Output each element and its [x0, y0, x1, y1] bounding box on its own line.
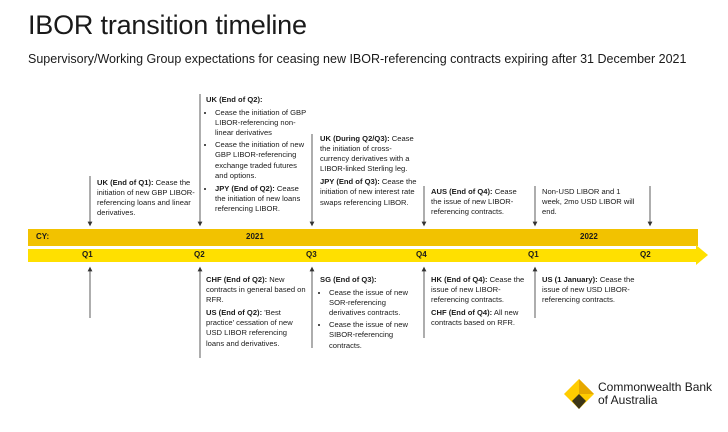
- note-heading: US (End of Q2):: [206, 308, 263, 318]
- note-bullet: • Cease the issue of new SIBOR-referencing contracts.: [329, 320, 420, 350]
- note-heading: CHF (End of Q2):: [206, 275, 268, 284]
- note-text: Cease the issue of new LIBOR-referencing contracts.: [431, 187, 517, 217]
- quarter-label: Q2: [640, 250, 651, 259]
- note-heading: CHF (End of Q4):: [431, 308, 493, 318]
- note-text: All new contracts based on RFR.: [431, 308, 519, 328]
- note-heading: UK (During Q2/Q3):: [320, 134, 390, 143]
- logo-wordmark: [598, 381, 712, 407]
- quarter-label: Q4: [416, 250, 427, 259]
- note-heading: US (1 January):: [542, 275, 598, 284]
- note-bullet: • Cease the initiation of GBP LIBOR-referencing non-linear derivatives: [215, 108, 310, 138]
- note-heading: AUS (End of Q4):: [431, 187, 493, 196]
- commonwealth-bank-logo-icon: [563, 378, 595, 410]
- year-label-2021: 2021: [246, 232, 264, 241]
- note-heading: JPY (End of Q3):: [320, 177, 380, 187]
- note-bullet: • Cease the initiation of new GBP LIBOR-referencing exchange traded futures and options.: [215, 140, 310, 180]
- logo-line-1: Commonwealth Bank: [598, 380, 713, 394]
- note-text: Cease the initiation of new GBP LIBOR-referencing loans and linear derivatives.: [97, 178, 195, 218]
- note-heading: UK (End of Q2):: [206, 95, 263, 104]
- note-text: Cease the initiation of new loans referencing LIBOR.: [215, 183, 301, 213]
- note-text: Non-USD LIBOR and 1 week, 2mo USD LIBOR will end.: [542, 187, 635, 217]
- note-heading: JPY (End of Q2):: [215, 183, 275, 193]
- quarter-label: Q2: [194, 250, 205, 259]
- page-subtitle: Supervisory/Working Group expectations for ceasing new IBOR-referencing contracts expiring after 31 December 2021: [28, 52, 687, 66]
- page-title: IBOR transition timeline: [28, 10, 307, 40]
- note-heading: HK (End of Q4):: [431, 275, 488, 284]
- quarter-label: Q3: [306, 250, 317, 259]
- note-text: Cease the initiation of new interest rate swaps referencing LIBOR.: [320, 177, 417, 207]
- quarter-label: Q1: [82, 250, 93, 259]
- note-text: Cease the issue of new LIBOR-referencing contracts.: [431, 275, 525, 305]
- quarter-label: Q1: [528, 250, 539, 259]
- note-heading: UK (End of Q1):: [97, 178, 154, 187]
- cy-label: CY:: [36, 232, 50, 241]
- note-text: Cease the issue of new USD LIBOR-referencing contracts.: [542, 275, 635, 305]
- note-heading: SG (End of Q3):: [320, 275, 377, 284]
- note-bullet: • Cease the issue of new SOR-referencing derivatives contracts.: [329, 288, 420, 318]
- note-text: Cease the initiation of cross-currency derivatives with a LIBOR-linked Sterling leg.: [320, 134, 414, 174]
- year-label-2022: 2022: [580, 232, 598, 241]
- note-text: New contracts in general based on RFR.: [206, 275, 306, 305]
- note-text: 'Best practice' cessation of new USD LIBOR referencing loans and derivatives.: [206, 308, 293, 348]
- logo-line-2: of Australia: [598, 393, 658, 407]
